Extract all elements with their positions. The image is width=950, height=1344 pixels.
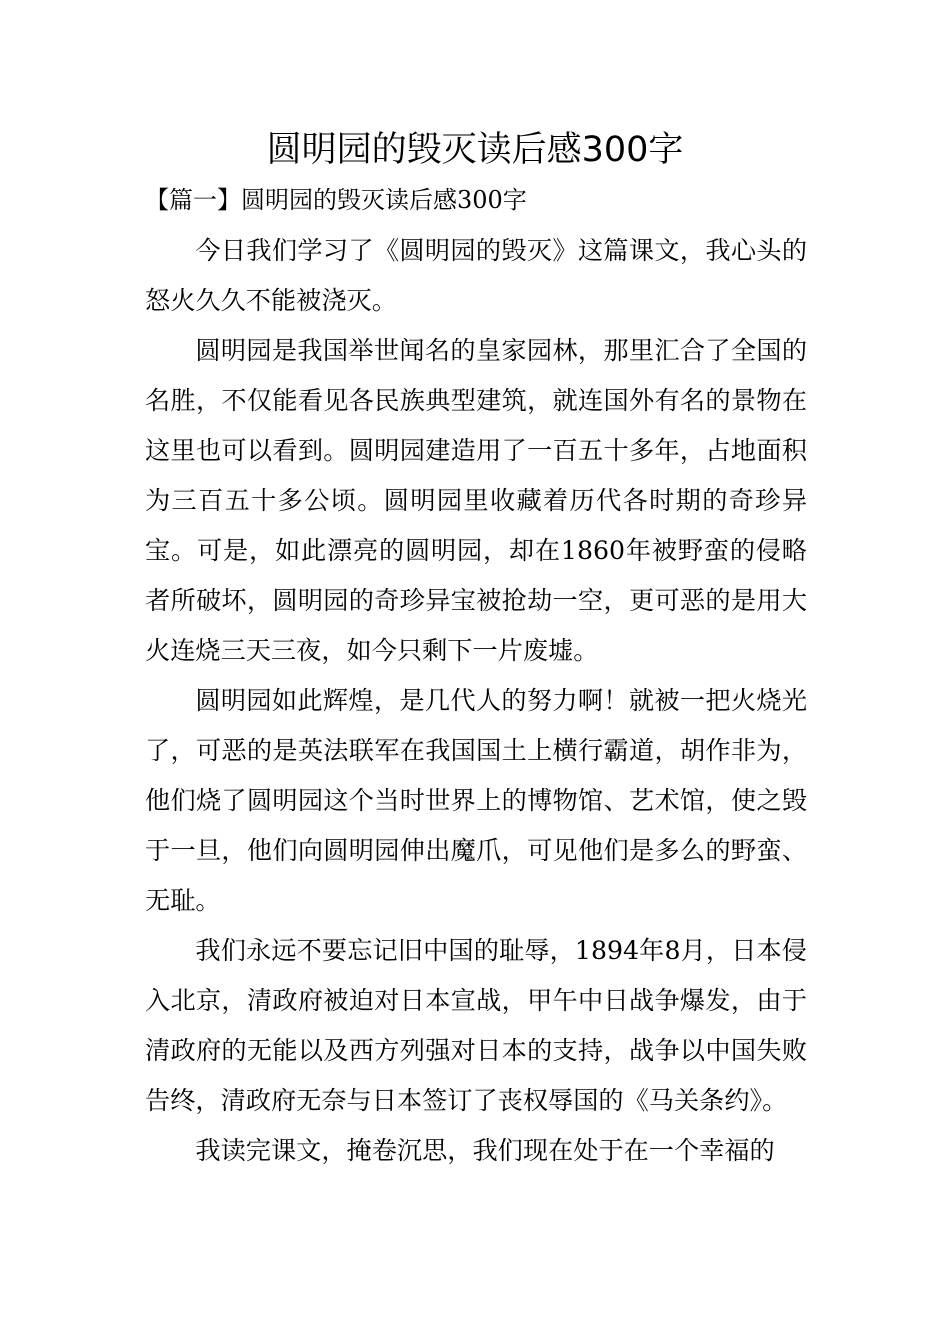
section-heading: 【篇一】圆明园的毁灭读后感300字	[145, 186, 527, 214]
document-title: 圆明园的毁灭读后感300字	[266, 130, 684, 170]
paragraph: 今日我们学习了《圆明园的毁灭》这篇课文，我心头的怒火久久不能被浇灭。	[145, 236, 807, 315]
document-body	[145, 226, 807, 1176]
paragraph: 圆明园如此辉煌，是几代人的努力啊！就被一把火烧光了，可恶的是英法联军在我国国土上横行霸道，胡作非为，他们烧了圆明园这个当时世界上的博物馆、艺术馆，使之毁于一旦，他们向圆明园伸出魔爪，可见他们是多么的野蛮、无耻。	[145, 686, 807, 915]
paragraph: 圆明园是我国举世闻名的皇家园林，那里汇合了全国的名胜，不仅能看见各民族典型建筑，就连国外有名的景物在这里也可以看到。圆明园建造用了一百五十多年，占地面积为三百五十多公顷。圆明园里收藏着历代各时期的奇珍异宝。可是，如此漂亮的圆明园，却在1860年被野蛮的侵略者所破坏，圆明园的奇珍异宝被抢劫一空，更可恶的是用大火连烧三天三夜，如今只剩下一片废墟。	[145, 336, 807, 665]
paragraph: 我读完课文，掩卷沉思，我们现在处于在一个幸福的	[195, 1136, 775, 1165]
paragraph: 我们永远不要忘记旧中国的耻辱，1894年8月，日本侵入北京，清政府被迫对日本宣战，甲午中日战争爆发，由于清政府的无能以及西方列强对日本的支持，战争以中国失败告终，清政府无奈与日本签订了丧权辱国的《马关条约》。	[145, 936, 807, 1115]
